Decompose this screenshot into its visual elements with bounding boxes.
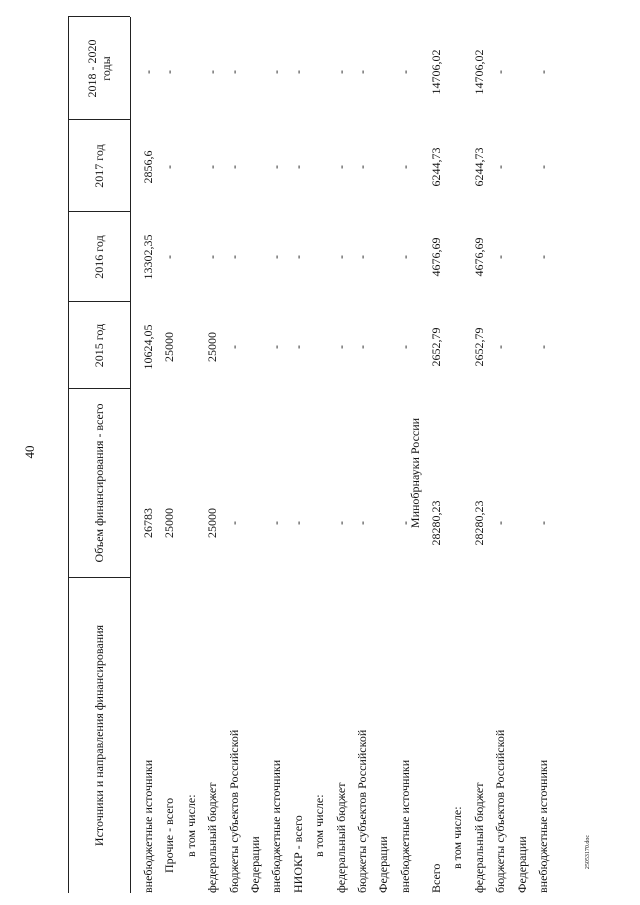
cell-y2015: -: [493, 345, 508, 349]
header-bottom-rule: [130, 17, 131, 893]
cell-y2016: 4676,69: [471, 237, 486, 277]
cell-y2017: -: [493, 165, 508, 169]
cell-y2016: -: [226, 255, 241, 259]
table-row: [376, 13, 396, 893]
cell-y2016: -: [269, 255, 284, 259]
section-title: Минобрнауки России: [408, 417, 422, 529]
cell-total: -: [536, 521, 550, 525]
cell-total: 26783: [141, 508, 155, 538]
row-label: бюджеты субъектов Российской: [355, 729, 369, 893]
header-sources: Источники и направления финансирования: [92, 624, 106, 847]
table-row: [355, 13, 375, 893]
cell-y2018_2020: -: [355, 70, 369, 74]
row-label: Прочие - всего: [162, 797, 177, 873]
cell-y2015: 25000: [205, 332, 220, 362]
cell-y2016: -: [493, 255, 508, 259]
row-label: внебюджетные источники: [269, 759, 284, 893]
cell-y2015: 10624,05: [141, 324, 155, 370]
cell-y2017: -: [205, 165, 220, 169]
table-row: [515, 13, 535, 893]
cell-total: -: [269, 521, 284, 525]
table-row: [291, 13, 311, 893]
cell-y2015: 25000: [162, 332, 177, 362]
table-row: [162, 13, 182, 893]
document-code: 25053170.doc: [585, 834, 591, 870]
table-row: [184, 13, 204, 893]
cell-y2018_2020: -: [226, 70, 241, 74]
row-label: федеральный бюджет: [205, 782, 220, 893]
row-label: бюджеты субъектов Российской: [226, 729, 241, 893]
row-label: в том числе:: [183, 794, 198, 857]
cell-y2015: -: [226, 345, 241, 349]
cell-total: -: [355, 521, 369, 525]
cell-y2015: -: [269, 345, 284, 349]
cell-y2015: -: [397, 345, 412, 349]
row-label: Федерации: [376, 836, 391, 893]
cell-y2017: -: [536, 165, 550, 169]
cell-y2016: 4676,69: [429, 237, 443, 277]
cell-y2017: 2856,6: [141, 150, 155, 184]
table-row: [269, 13, 289, 893]
page-number: 40: [22, 445, 37, 459]
cell-y2017: -: [162, 165, 177, 169]
row-label: внебюджетные источники: [141, 759, 155, 893]
table-row: [205, 13, 225, 893]
cell-y2018_2020: -: [162, 70, 177, 74]
cell-y2016: -: [355, 255, 369, 259]
cell-y2016: -: [333, 255, 348, 259]
cell-y2018_2020: -: [290, 70, 305, 74]
header-total: Объем финансирования - всего: [92, 403, 106, 563]
cell-y2016: -: [290, 255, 305, 259]
cell-total: -: [333, 521, 348, 525]
table-row: [472, 13, 492, 893]
header-2015: 2015 год: [92, 323, 106, 368]
cell-y2017: -: [226, 165, 241, 169]
cell-y2017: 6244,73: [471, 147, 486, 187]
table-row: [141, 13, 161, 893]
row-label: внебюджетные источники: [536, 759, 550, 893]
cell-y2016: -: [162, 255, 177, 259]
row-label: в том числе:: [450, 806, 465, 869]
table-row: [248, 13, 268, 893]
cell-total: -: [226, 521, 241, 525]
cell-y2017: -: [355, 165, 369, 169]
header-2018-2020: 2018 - 2020 годы: [85, 39, 113, 98]
cell-y2015: 2652,79: [429, 327, 443, 367]
cell-y2016: 13302,35: [141, 234, 155, 280]
table-row: [312, 13, 332, 893]
financing-table: [68, 13, 608, 893]
table-row: [536, 13, 556, 893]
cell-y2018_2020: -: [536, 70, 550, 74]
cell-y2017: -: [333, 165, 348, 169]
cell-y2015: -: [355, 345, 369, 349]
cell-y2015: 2652,79: [471, 327, 486, 367]
cell-y2016: -: [397, 255, 412, 259]
row-label: в том числе:: [312, 794, 327, 857]
row-label: Всего: [429, 863, 443, 893]
cell-y2018_2020: 14706,02: [429, 49, 443, 95]
row-label: федеральный бюджет: [333, 782, 348, 893]
row-label: федеральный бюджет: [471, 782, 486, 893]
table-row: [334, 13, 354, 893]
cell-y2018_2020: -: [269, 70, 284, 74]
header-2016: 2016 год: [92, 235, 106, 279]
cell-y2017: -: [290, 165, 305, 169]
cell-total: 28280,23: [429, 500, 443, 546]
cell-y2017: -: [269, 165, 284, 169]
cell-y2018_2020: 14706,02: [471, 49, 486, 95]
cell-y2018_2020: -: [493, 70, 508, 74]
cell-y2015: -: [290, 345, 305, 349]
table-row: [429, 13, 449, 893]
row-label: бюджеты субъектов Российской: [493, 729, 508, 893]
cell-y2017: -: [397, 165, 412, 169]
cell-total: 25000: [205, 508, 220, 538]
cell-total: -: [397, 521, 412, 525]
cell-y2018_2020: -: [397, 70, 412, 74]
cell-y2016: -: [205, 255, 220, 259]
cell-total: -: [493, 521, 508, 525]
cell-y2017: 6244,73: [429, 147, 443, 187]
row-label: внебюджетные источники: [397, 759, 412, 893]
cell-y2018_2020: -: [205, 70, 220, 74]
cell-y2015: -: [333, 345, 348, 349]
table-row: [227, 13, 247, 893]
table-row: [493, 13, 513, 893]
cell-total: -: [290, 521, 305, 525]
table-row: [450, 13, 470, 893]
row-label: Федерации: [248, 836, 262, 893]
cell-total: 28280,23: [471, 500, 486, 546]
cell-y2018_2020: -: [141, 70, 155, 74]
cell-y2018_2020: -: [333, 70, 348, 74]
row-label: Федерации: [514, 836, 529, 893]
cell-y2015: -: [536, 345, 550, 349]
row-label: НИОКР - всего: [290, 815, 305, 893]
cell-y2016: -: [536, 255, 550, 259]
cell-total: 25000: [162, 508, 177, 538]
header-2017: 2017 год: [92, 144, 106, 188]
